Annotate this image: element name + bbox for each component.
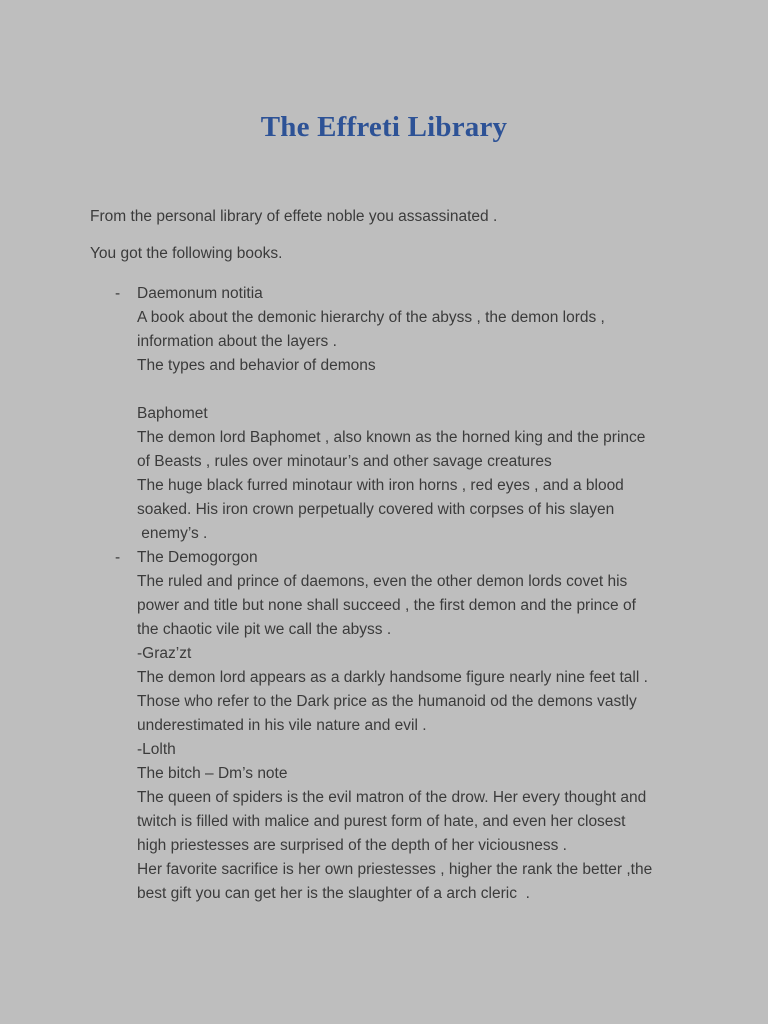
intro-paragraph-1: From the personal library of effete noble you assassinated . bbox=[90, 208, 498, 225]
text-line: The ruled and prince of daemons, even the other demon lords covet his bbox=[137, 573, 628, 590]
text-line: The Demogorgon bbox=[137, 549, 258, 566]
document-title: The Effreti Library bbox=[260, 111, 508, 143]
text-line: information about the layers . bbox=[137, 333, 337, 350]
book-list bbox=[90, 282, 690, 906]
text-line: soaked. His iron crown perpetually covered with corpses of his slayen bbox=[137, 501, 615, 518]
text-line: The bitch – Dm’s note bbox=[137, 765, 288, 782]
text-line: The types and behavior of demons bbox=[137, 357, 376, 374]
text-line: underestimated in his vile nature and evil . bbox=[137, 717, 427, 734]
list-item-content bbox=[137, 546, 690, 906]
text-line: A book about the demonic hierarchy of the abyss , the demon lords , bbox=[137, 309, 605, 326]
text-line: -Lolth bbox=[137, 741, 176, 758]
text-line: best gift you can get her is the slaughter of a arch cleric . bbox=[137, 885, 530, 902]
text-line: Baphomet bbox=[137, 405, 208, 422]
text-line: Daemonum notitia bbox=[137, 285, 263, 302]
text-line: The queen of spiders is the evil matron of the drow. Her every thought and bbox=[137, 789, 647, 806]
text-line: power and title but none shall succeed , the first demon and the prince of bbox=[137, 597, 636, 614]
text-line: The demon lord Baphomet , also known as the horned king and the prince bbox=[137, 429, 646, 446]
text-line: of Beasts , rules over minotaur’s and other savage creatures bbox=[137, 453, 552, 470]
document-body bbox=[90, 205, 690, 906]
list-marker: - bbox=[115, 285, 121, 302]
list-item-content bbox=[137, 282, 690, 546]
text-line bbox=[137, 378, 690, 402]
text-line: Those who refer to the Dark price as the humanoid od the demons vastly bbox=[137, 693, 637, 710]
text-line: The demon lord appears as a darkly handsome figure nearly nine feet tall . bbox=[137, 669, 648, 686]
text-line: twitch is filled with malice and purest form of hate, and even her closest bbox=[137, 813, 626, 830]
text-line: The huge black furred minotaur with iron horns , red eyes , and a blood bbox=[137, 477, 624, 494]
text-line: Her favorite sacrifice is her own priestesses , higher the rank the better ,the bbox=[137, 861, 653, 878]
intro-paragraph-2: You got the following books. bbox=[90, 245, 283, 262]
list-item bbox=[90, 546, 690, 906]
text-line: high priestesses are surprised of the depth of her viciousness . bbox=[137, 837, 567, 854]
list-item bbox=[90, 282, 690, 546]
text-line: the chaotic vile pit we call the abyss . bbox=[137, 621, 392, 638]
text-line: -Graz’zt bbox=[137, 645, 192, 662]
list-marker: - bbox=[115, 549, 121, 566]
text-line: enemy’s . bbox=[137, 525, 208, 542]
